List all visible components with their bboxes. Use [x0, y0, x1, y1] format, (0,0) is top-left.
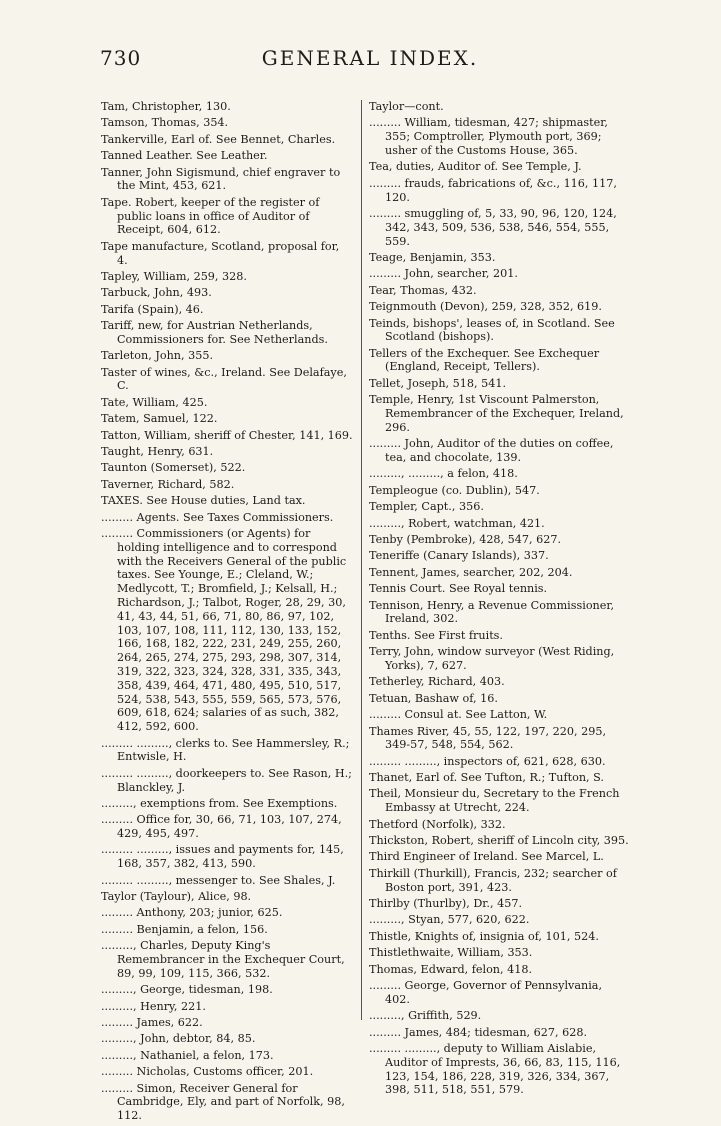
index-entry: ......... ........., deputy to William Aislabie, Auditor of Imprests, 36, 66, 83, 115, 116, 123, 154, 186, 228, 319, 326, 334, 367, 398, 511, 518, 551, 579.: [369, 1041, 621, 1097]
index-entry: Third Engineer of Ireland. See Marcel, L.: [369, 850, 604, 864]
index-entry: Tellet, Joseph, 518, 541.: [369, 376, 507, 390]
index-entry: ........., Robert, watchman, 421.: [369, 516, 545, 530]
index-entry: Thirlby (Thurlby), Dr., 457.: [369, 897, 522, 911]
index-entry: Taunton (Somerset), 522.: [101, 461, 246, 475]
index-entry: ......... John, searcher, 201.: [369, 267, 518, 281]
index-entry: ......... ........., issues and payments for, 145, 168, 357, 382, 413, 590.: [101, 843, 344, 871]
index-entry: Teneriffe (Canary Islands), 337.: [369, 549, 549, 563]
index-entry: Tariff, new, for Austrian Netherlands, Commissioners for. See Netherlands.: [101, 319, 328, 346]
index-entry: Terry, John, window surveyor (West Riding, Yorks), 7, 627.: [369, 645, 615, 672]
index-entry: ......... Agents. See Taxes Commissioners.: [101, 510, 334, 524]
index-entry: Templer, Capt., 356.: [369, 500, 484, 514]
index-entry: Templeogue (co. Dublin), 547.: [369, 483, 540, 497]
index-entry: ......... James, 622.: [101, 1016, 203, 1029]
index-entry: ........., ........., a felon, 418.: [369, 467, 518, 481]
index-entry: ........., Henry, 221.: [101, 999, 206, 1013]
index-entry: Tape. Robert, keeper of the register of public loans in office of Auditor of Receipt, 604, 612.: [101, 195, 320, 237]
index-entry: ........., Charles, Deputy King's Remembrancer in the Exchequer Court, 89, 99, 109, 115, 366, 532.: [101, 939, 345, 980]
index-entry: ......... Simon, Receiver General for Cambridge, Ely, and part of Norfolk, 98, 112.: [101, 1081, 345, 1123]
index-entry: Tarleton, John, 355.: [101, 349, 214, 363]
index-entry: Tennison, Henry, a Revenue Commissioner, Ireland, 302.: [369, 598, 615, 626]
index-entry: Thirkill (Thurkill), Francis, 232; searcher of Boston port, 391, 423.: [369, 866, 617, 894]
index-entry: ......... ........., doorkeepers to. See Rason, H.; Blanckley, J.: [101, 766, 352, 794]
index-entry: Taught, Henry, 631.: [101, 445, 214, 459]
index-entry: ........., Styan, 577, 620, 622.: [369, 913, 530, 927]
index-entry: Temple, Henry, 1st Viscount Palmerston, Remembrancer of the Exchequer, Ireland, 296.: [369, 393, 624, 434]
index-entry: ........., John, debtor, 84, 85.: [101, 1032, 256, 1046]
index-entry: ......... ........., clerks to. See Hammersley, R.; Entwisle, H.: [101, 736, 350, 764]
index-entry: ......... smuggling of, 5, 33, 90, 96, 120, 124, 342, 343, 509, 536, 538, 546, 554, 555, 559.: [369, 206, 617, 248]
index-entry: Tennent, James, searcher, 202, 204.: [369, 565, 573, 579]
index-entry: Tanner, John Sigismund, chief engraver to the Mint, 453, 621.: [101, 165, 341, 193]
index-entry: Tatem, Samuel, 122.: [101, 412, 218, 426]
index-entry: ......... ........., messenger to. See Shales, J.: [101, 873, 336, 887]
index-entry: Thistlethwaite, William, 353.: [369, 946, 533, 960]
index-entry: Tamson, Thomas, 354.: [101, 116, 229, 130]
index-entry: ......... Office for, 30, 66, 71, 103, 107, 274, 429, 495, 497.: [101, 813, 342, 841]
index-entry: Thistle, Knights of, insignia of, 101, 524.: [369, 929, 599, 943]
index-entry: Tape manufacture, Scotland, proposal for, 4.: [101, 239, 340, 267]
index-entry: ......... Benjamin, a felon, 156.: [101, 922, 268, 936]
index-entry: Tea, duties, Auditor of. See Temple, J.: [369, 160, 582, 174]
index-entry: Tellers of the Exchequer. See Exchequer (England, Receipt, Tellers).: [369, 346, 600, 374]
index-entry: ......... Commissioners (or Agents) for holding intelligence and to correspond with the Receivers General of the public taxes. See Younge, E.; Cleland, W.; Medlycott, T.; Bromfield, J.; Kelsall, H.; Richardson, J.; Talbot, Roger, 28, 29, 30, 41, 43, 44, 51, 66, 71, 80, 86, 97, 102, 103, 107, 108, 111, 112, 130, 133, 152, 166, 168, 182, 222, 231, 249, 255, 260, 264, 265, 274, 275, 293, 298, 307, 314, 319, 322, 323, 324, 328, 331, 335, 343, 358, 439, 464, 471, 480, 495, 510, 517, 524, 538, 543, 555, 559, 565, 573, 576, 609, 618, 624; salaries of as such, 382, 412, 592, 600.: [101, 526, 347, 734]
index-column-right: [369, 100, 629, 1100]
index-entry: Tennis Court. See Royal tennis.: [369, 582, 548, 596]
index-entry: Taster of wines, &c., Ireland. See Delafaye, C.: [101, 365, 347, 393]
index-entry: Tenths. See First fruits.: [369, 628, 503, 642]
index-entry: Tear, Thomas, 432.: [369, 283, 477, 297]
index-entry: Tenby (Pembroke), 428, 547, 627.: [369, 533, 562, 546]
index-entry: Tankerville, Earl of. See Bennet, Charles.: [101, 132, 336, 146]
index-entry: Thetford (Norfolk), 332.: [369, 817, 506, 831]
index-entry: ......... frauds, fabrications of, &c., 116, 117, 120.: [369, 176, 617, 204]
index-entry: Teage, Benjamin, 353.: [369, 250, 496, 264]
index-entry: TAXES. See House duties, Land tax.: [101, 494, 306, 508]
page-header: [100, 46, 640, 86]
index-entry: Tetuan, Bashaw of, 16.: [369, 691, 498, 705]
index-entry: Taylor—cont.: [369, 100, 444, 113]
index-entry: Tatton, William, sheriff of Chester, 141, 169.: [101, 428, 353, 442]
index-entry: Thickston, Robert, sheriff of Lincoln city, 395.: [369, 834, 629, 848]
index-entry: Tarifa (Spain), 46.: [101, 302, 204, 316]
index-entry: Tarbuck, John, 493.: [101, 286, 212, 300]
index-entry: Taverner, Richard, 582.: [101, 477, 235, 491]
index-entry: ......... Consul at. See Latton, W.: [369, 708, 548, 722]
index-entry: ......... ........., inspectors of, 621, 628, 630.: [369, 754, 606, 768]
index-entry: ........., Griffith, 529.: [369, 1009, 482, 1023]
index-entry: ......... George, Governor of Pennsylvania, 402.: [369, 978, 603, 1006]
index-entry: Tate, William, 425.: [101, 395, 208, 409]
index-entry: ........., Nathaniel, a felon, 173.: [101, 1048, 274, 1062]
index-entry: ......... James, 484; tidesman, 627, 628.: [369, 1025, 588, 1039]
index-entry: ......... Nicholas, Customs officer, 201.: [101, 1065, 314, 1079]
index-entry: Thames River, 45, 55, 122, 197, 220, 295, 349-57, 548, 554, 562.: [369, 724, 607, 752]
index-entry: ........., George, tidesman, 198.: [101, 983, 273, 997]
column-divider: [361, 100, 362, 1020]
index-entry: Taylor (Taylour), Alice, 98.: [101, 890, 252, 904]
index-entry: Tam, Christopher, 130.: [101, 100, 231, 113]
index-entry: Thanet, Earl of. See Tufton, R.; Tufton, S.: [369, 771, 604, 785]
index-entry: Teignmouth (Devon), 259, 328, 352, 619.: [369, 300, 602, 314]
index-entry: Thomas, Edward, felon, 418.: [369, 962, 533, 976]
index-entry: Tanned Leather. See Leather.: [101, 149, 268, 163]
index-entry: Tetherley, Richard, 403.: [369, 675, 505, 689]
page-title: GENERAL INDEX.: [261, 46, 479, 70]
index-column-left: [101, 100, 353, 1126]
index-entry: ......... Anthony, 203; junior, 625.: [101, 906, 283, 920]
index-entry: Tapley, William, 259, 328.: [101, 269, 247, 283]
index-entry: ......... William, tidesman, 427; shipmaster, 355; Comptroller, Plymouth port, 369; usher of the Customs House, 365.: [369, 116, 608, 157]
page-number: 730: [100, 46, 142, 70]
index-entry: Teinds, bishops', leases of, in Scotland. See Scotland (bishops).: [369, 316, 615, 344]
index-entry: ........., exemptions from. See Exemptions.: [101, 796, 338, 810]
index-entry: Theil, Monsieur du, Secretary to the French Embassy at Utrecht, 224.: [369, 787, 620, 815]
index-entry: ......... John, Auditor of the duties on coffee, tea, and chocolate, 139.: [369, 437, 614, 465]
